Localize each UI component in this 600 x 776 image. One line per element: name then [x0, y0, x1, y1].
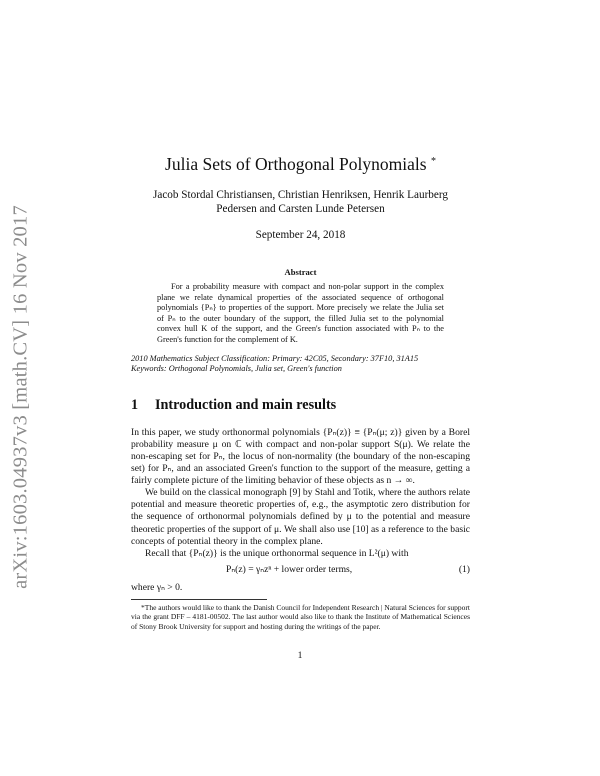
section-number: 1: [131, 396, 139, 413]
authors-line-2: Pedersen and Carsten Lunde Petersen: [216, 203, 385, 215]
author-list: [131, 188, 470, 216]
footnote: *The authors would like to thank the Danish Council for Independent Research | Natural Sciences for support via the grant DFF – 4181-00502. The last author would also like to thank the Institute of Mathematical Sciences of Stony Brook University for support and hosting during the writings of the paper.: [131, 602, 470, 631]
arxiv-stamp: [2, 183, 40, 611]
page-number: 1: [297, 650, 303, 661]
title-footnote-marker: *: [430, 156, 436, 167]
keywords: Keywords: Orthogonal Polynomials, Julia set, Green's function: [131, 364, 342, 374]
authors-line-1: Jacob Stordal Christiansen, Christian Henriksen, Henrik Laurberg: [153, 189, 448, 201]
paper-page: [131, 150, 470, 632]
paragraph-3: Recall that {Pₙ(z)} is the unique orthonormal sequence in L²(μ) with: [145, 547, 409, 559]
arxiv-stamp-text: arXiv:1603.04937v3 [math.CV] 16 Nov 2017: [9, 205, 32, 589]
paragraph-2: We build on the classical monograph [9] by Stahl and Totik, where the authors relate potential and measure theoretic properties of, e.g., the asymptotic zero distribution for the sequence of orthonormal polynomials defined by μ to the potential and measure theoretic properties of the support of μ. We shall also use [10] as a reference to the basic concepts of potential theory in the complex plane.: [131, 487, 470, 547]
paper-title-text: Julia Sets of Orthogonal Polynomials: [165, 154, 427, 174]
section-heading: [131, 397, 470, 414]
where-line: where γₙ > 0.: [131, 581, 183, 593]
equation-body: Pₙ(z) = γₙzⁿ + lower order terms,: [226, 563, 353, 575]
paper-title: [131, 154, 470, 175]
section-title: Introduction and main results: [155, 396, 337, 413]
footnote-rule: [131, 599, 267, 600]
paper-date: September 24, 2018: [255, 229, 346, 241]
equation-1: [131, 564, 470, 578]
msc-classification: 2010 Mathematics Subject Classification: Primary: 42C05, Secondary: 37F10, 31A15: [131, 353, 419, 363]
abstract-text: For a probability measure with compact and non-polar support in the complex plane we relate dynamical properties of the associated sequence of orthogonal polynomials {Pₙ} to properties of the support. More precisely we relate the Julia set of Pₙ to the outer boundary of the support, the filled Julia set to the polynomial convex hull K of the support, and the Green's function associated with Pₙ to the Green's function for the complement of K.: [157, 282, 444, 344]
abstract-heading: Abstract: [284, 267, 317, 277]
paragraph-1: In this paper, we study orthonormal polynomials {Pₙ(z)} ≡ {Pₙ(μ; z)} given by a Borel probability measure μ on ℂ with compact and non-polar support S(μ). We relate the non-escaping set for Pₙ, the locus of non-normality (the boundary of the non-escaping set) for Pₙ, and an associated Green's function to the support of the measure, getting a fairly complete picture of the limiting behavior of these objects as n → ∞.: [131, 426, 470, 487]
equation-tag: (1): [458, 563, 470, 575]
